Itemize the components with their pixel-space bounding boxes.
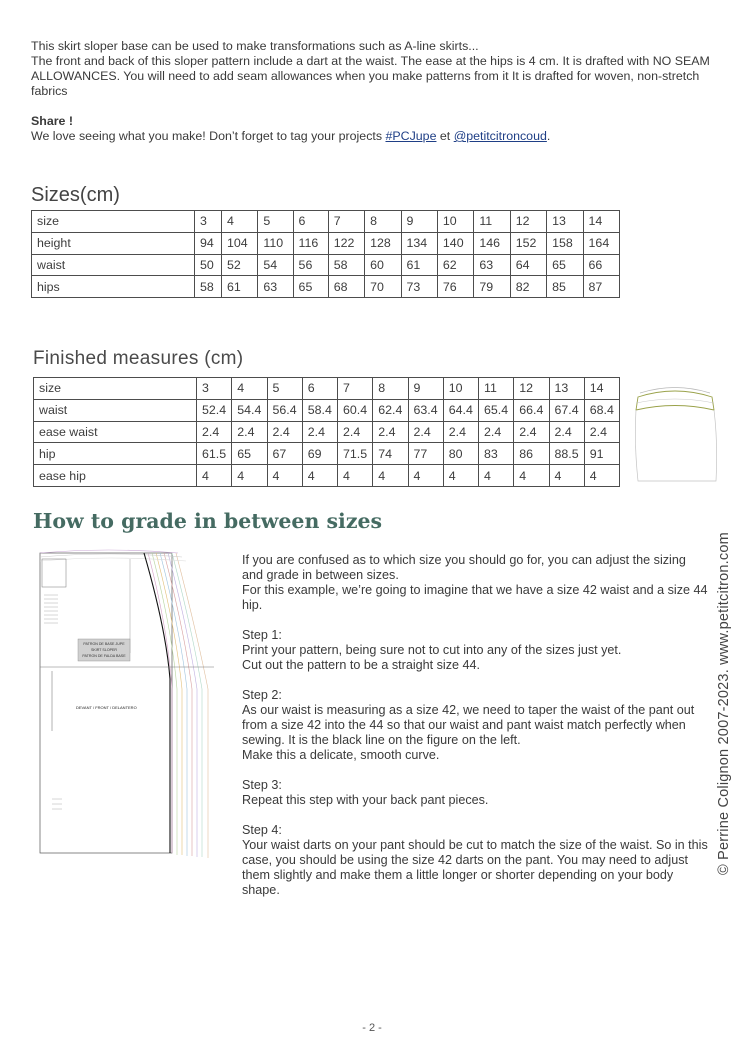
table-cell: 58 — [328, 254, 364, 276]
table-cell: 9 — [408, 378, 443, 400]
table-row — [34, 421, 620, 443]
table-cell: 64 — [510, 254, 546, 276]
table-cell: 94 — [195, 232, 222, 254]
table-cell: 4 — [373, 465, 408, 487]
grading-example: For this example, we’re going to imagine that we have a size 42 waist and a size 44 hip. — [242, 583, 708, 612]
share-text: We love seeing what you make! Don’t forget to tag your projects — [31, 129, 383, 143]
table-cell: 65 — [547, 254, 583, 276]
table-cell: 69 — [302, 443, 337, 465]
table-cell: 71.5 — [338, 443, 373, 465]
table-cell: 4 — [549, 465, 584, 487]
table-cell: 74 — [373, 443, 408, 465]
table-cell: 116 — [293, 232, 328, 254]
table-row — [32, 211, 620, 233]
table-cell: 4 — [267, 465, 302, 487]
table-cell: 2.4 — [373, 421, 408, 443]
table-cell: 68.4 — [584, 399, 619, 421]
table-cell: 58 — [195, 276, 222, 298]
table-cell: 60 — [365, 254, 401, 276]
table-cell: 164 — [583, 232, 619, 254]
table-cell: 79 — [474, 276, 510, 298]
copyright-notice: © Perrine Colignon 2007-2023. www.petitcitron.com — [716, 532, 732, 875]
table-cell: 11 — [474, 211, 510, 233]
table-cell: 9 — [401, 211, 437, 233]
pattern-label-3: PATRON DE FALDA BASE — [82, 654, 126, 658]
table-cell: 4 — [302, 465, 337, 487]
pattern-label-2: SKIRT SLOPER — [90, 648, 118, 652]
table-cell: 4 — [514, 465, 549, 487]
intro-line-2: The front and back of this sloper pattern include a dart at the waist. The ease at the hips is 4 cm. It is drafted with NO SEAM ALLOWANCES. You will need to add seam allowances when you make patterns from it It is drafted for woven, non-stretch fabrics — [31, 54, 710, 98]
share-title: Share ! — [31, 114, 74, 128]
step4-title: Step 4: — [242, 823, 282, 837]
table-cell: 12 — [510, 211, 546, 233]
step2-text-a: As our waist is measuring as a size 42, we need to taper the waist of the pant out from a size 42 into the 44 so that our waist and pant waist match perfectly when sewing. It is the black line on the figure on the left. — [242, 703, 695, 747]
row-label: waist — [34, 399, 197, 421]
step2-title: Step 2: — [242, 688, 282, 702]
table-cell: 5 — [258, 211, 293, 233]
row-label: height — [32, 232, 195, 254]
row-label: size — [34, 378, 197, 400]
table-cell: 62 — [437, 254, 473, 276]
table-cell: 52.4 — [197, 399, 232, 421]
share-period: . — [546, 129, 551, 143]
table-cell: 2.4 — [584, 421, 619, 443]
step1-title: Step 1: — [242, 628, 282, 642]
table-cell: 2.4 — [197, 421, 232, 443]
handle-link[interactable]: @petitcitroncoud — [453, 129, 547, 143]
step1-text-b: Cut out the pattern to be a straight size 44. — [242, 658, 481, 672]
table-cell: 8 — [365, 211, 401, 233]
table-cell: 61 — [401, 254, 437, 276]
table-cell: 6 — [302, 378, 337, 400]
table-cell: 110 — [258, 232, 293, 254]
grading-instructions — [242, 553, 708, 898]
table-cell: 11 — [479, 378, 514, 400]
table-cell: 58.4 — [302, 399, 337, 421]
table-cell: 86 — [514, 443, 549, 465]
intro-text — [31, 39, 711, 144]
table-cell: 8 — [373, 378, 408, 400]
skirt-illustration — [632, 383, 718, 485]
table-cell: 4 — [222, 211, 258, 233]
table-cell: 5 — [267, 378, 302, 400]
pattern-label-1: PATRON DE BASE JUPE — [83, 642, 125, 646]
table-cell: 61.5 — [197, 443, 232, 465]
row-label: ease waist — [34, 421, 197, 443]
table-cell: 6 — [293, 211, 328, 233]
table-cell: 50 — [195, 254, 222, 276]
table-row — [34, 399, 620, 421]
pattern-front-label: DEVANT / FRONT / DELANTERO — [76, 705, 137, 710]
row-label: ease hip — [34, 465, 197, 487]
table-cell: 4 — [584, 465, 619, 487]
table-cell: 128 — [365, 232, 401, 254]
row-label: hips — [32, 276, 195, 298]
table-cell: 4 — [408, 465, 443, 487]
step3-text: Repeat this step with your back pant pieces. — [242, 793, 489, 807]
row-label: hip — [34, 443, 197, 465]
table-row — [32, 276, 620, 298]
table-cell: 4 — [479, 465, 514, 487]
table-cell: 80 — [443, 443, 478, 465]
table-cell: 2.4 — [338, 421, 373, 443]
table-cell: 10 — [437, 211, 473, 233]
table-cell: 2.4 — [232, 421, 267, 443]
howto-title: How to grade in between sizes — [33, 509, 383, 533]
table-cell: 12 — [514, 378, 549, 400]
table-cell: 56.4 — [267, 399, 302, 421]
table-cell: 13 — [549, 378, 584, 400]
table-cell: 14 — [584, 378, 619, 400]
table-cell: 4 — [338, 465, 373, 487]
intro-line-1: This skirt sloper base can be used to make transformations such as A-line skirts... — [31, 39, 479, 53]
table-cell: 2.4 — [443, 421, 478, 443]
table-cell: 146 — [474, 232, 510, 254]
sizes-table — [31, 210, 620, 298]
table-cell: 83 — [479, 443, 514, 465]
table-cell: 62.4 — [373, 399, 408, 421]
table-cell: 2.4 — [267, 421, 302, 443]
table-row — [32, 232, 620, 254]
table-row — [32, 254, 620, 276]
table-cell: 65.4 — [479, 399, 514, 421]
table-cell: 2.4 — [514, 421, 549, 443]
page-number: - 2 - — [362, 1022, 382, 1034]
table-cell: 2.4 — [549, 421, 584, 443]
table-cell: 77 — [408, 443, 443, 465]
table-cell: 87 — [583, 276, 619, 298]
table-cell: 4 — [232, 378, 267, 400]
table-cell: 7 — [338, 378, 373, 400]
table-cell: 64.4 — [443, 399, 478, 421]
table-cell: 66 — [583, 254, 619, 276]
hashtag-link[interactable]: #PCJupe — [385, 129, 437, 143]
table-cell: 134 — [401, 232, 437, 254]
table-cell: 66.4 — [514, 399, 549, 421]
table-cell: 2.4 — [408, 421, 443, 443]
finished-measures-title: Finished measures (cm) — [33, 348, 244, 369]
table-cell: 52 — [222, 254, 258, 276]
table-cell: 65 — [232, 443, 267, 465]
step2-text-b: Make this a delicate, smooth curve. — [242, 748, 440, 762]
table-cell: 54.4 — [232, 399, 267, 421]
table-cell: 63 — [258, 276, 293, 298]
table-cell: 14 — [583, 211, 619, 233]
table-cell: 63.4 — [408, 399, 443, 421]
table-cell: 68 — [328, 276, 364, 298]
table-cell: 67 — [267, 443, 302, 465]
table-cell: 56 — [293, 254, 328, 276]
table-cell: 3 — [195, 211, 222, 233]
table-cell: 158 — [547, 232, 583, 254]
table-cell: 73 — [401, 276, 437, 298]
table-cell: 104 — [222, 232, 258, 254]
step1-text-a: Print your pattern, being sure not to cut into any of the sizes just yet. — [242, 643, 622, 657]
table-cell: 61 — [222, 276, 258, 298]
table-cell: 3 — [197, 378, 232, 400]
table-row — [34, 465, 620, 487]
table-cell: 2.4 — [302, 421, 337, 443]
table-cell: 63 — [474, 254, 510, 276]
table-row — [34, 378, 620, 400]
table-cell: 91 — [584, 443, 619, 465]
table-cell: 85 — [547, 276, 583, 298]
table-cell: 122 — [328, 232, 364, 254]
table-cell: 4 — [197, 465, 232, 487]
table-cell: 2.4 — [479, 421, 514, 443]
table-cell: 70 — [365, 276, 401, 298]
table-row — [34, 443, 620, 465]
row-label: waist — [32, 254, 195, 276]
table-cell: 54 — [258, 254, 293, 276]
table-cell: 4 — [232, 465, 267, 487]
table-cell: 7 — [328, 211, 364, 233]
share-line — [31, 129, 711, 144]
grading-intro: If you are confused as to which size you should go for, you can adjust the sizing and grade in between sizes. — [242, 553, 686, 582]
table-cell: 76 — [437, 276, 473, 298]
finished-measures-table — [33, 377, 620, 487]
table-cell: 140 — [437, 232, 473, 254]
table-cell: 67.4 — [549, 399, 584, 421]
share-and: et — [436, 129, 454, 143]
row-label: size — [32, 211, 195, 233]
table-cell: 60.4 — [338, 399, 373, 421]
table-cell: 152 — [510, 232, 546, 254]
table-cell: 10 — [443, 378, 478, 400]
step3-title: Step 3: — [242, 778, 282, 792]
table-cell: 65 — [293, 276, 328, 298]
pattern-grading-figure — [38, 549, 214, 861]
table-cell: 82 — [510, 276, 546, 298]
table-cell: 13 — [547, 211, 583, 233]
table-cell: 4 — [443, 465, 478, 487]
sizes-title: Sizes(cm) — [31, 184, 120, 206]
table-cell: 88.5 — [549, 443, 584, 465]
step4-text: Your waist darts on your pant should be cut to match the size of the waist. So in this case, you should be using the size 42 darts on the pant. You may need to adjust them slightly and make them a little longer or shorter depending on your body shape. — [242, 838, 708, 897]
